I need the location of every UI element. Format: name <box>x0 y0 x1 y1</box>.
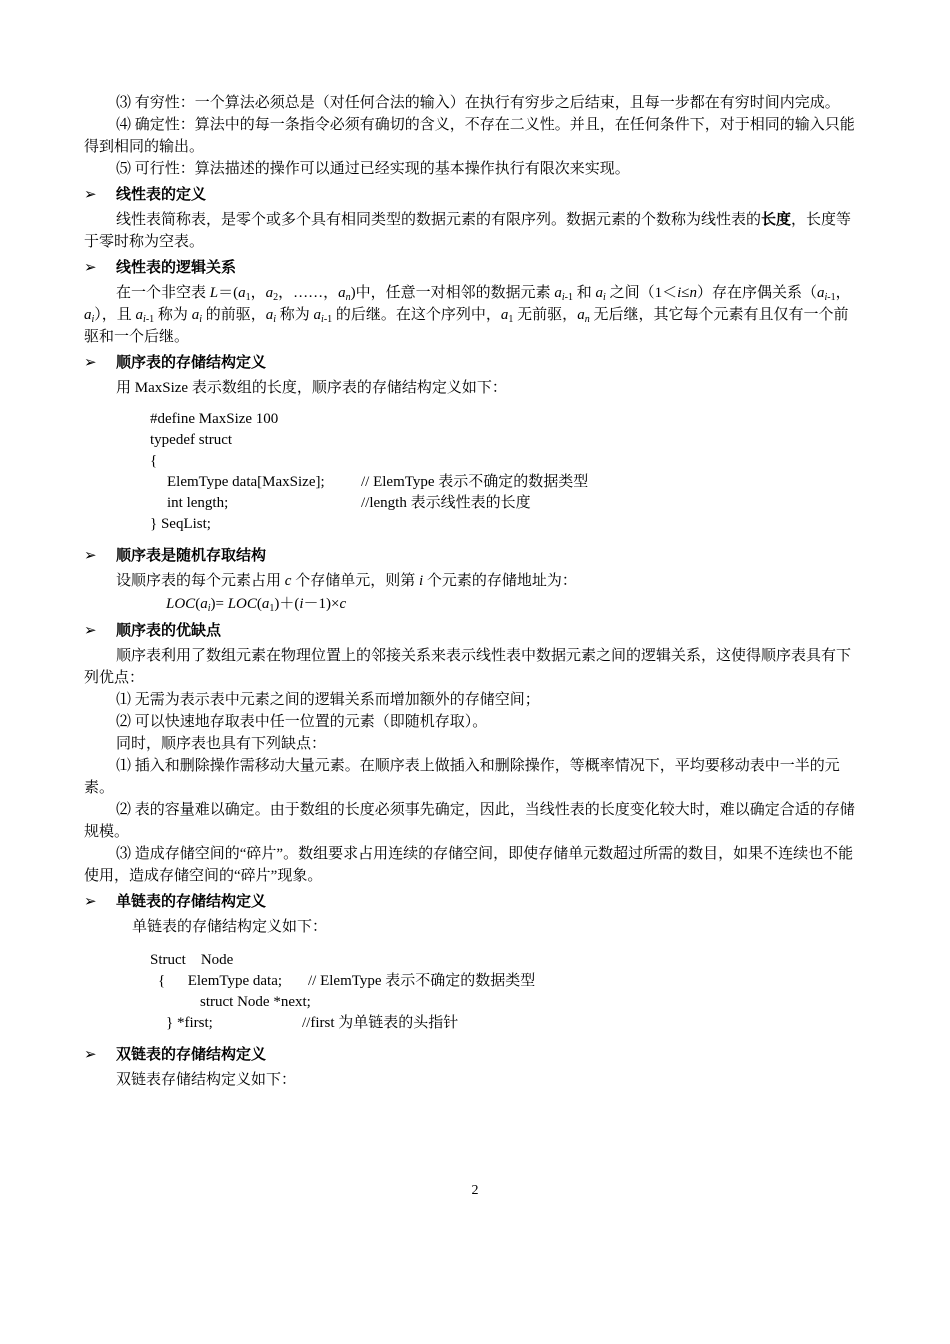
heading-text: 顺序表的优缺点 <box>116 623 222 639</box>
code-line: typedef struct <box>150 432 233 448</box>
seqlist-code-block <box>150 409 858 535</box>
advantage-item: ⑴ 无需为表示表中元素之间的逻辑关系而增加额外的存储空间； <box>116 692 540 708</box>
disadvantage-item: ⑵ 表的容量难以确定。由于数组的长度必须事先确定，因此，当线性表的长度变化较大时，难以确定合适的存储规模。 <box>84 802 855 840</box>
linear-list-definition-text: 线性表简称表，是零个或多个具有相同类型的数据元素的有限序列。数据元素的个数称为线性表的长度，长度等于零时称为空表。 <box>84 212 852 250</box>
heading-text: 顺序表是随机存取结构 <box>116 548 267 564</box>
bullet-arrow-icon: ➢ <box>84 1047 97 1063</box>
double-linked-list-intro: 双链表存储结构定义如下： <box>116 1072 297 1088</box>
finiteness-paragraph: ⑶ 有穷性：一个算法必须总是（对任何合法的输入）在执行有穷步之后结束，且每一步都在有穷时间内完成。 <box>116 95 840 111</box>
code-line: { ElemType data; // ElemType 表示不确定的数据类型 <box>158 973 536 989</box>
feasibility-paragraph: ⑸ 可行性：算法描述的操作可以通过已经实现的基本操作执行有限次来实现。 <box>116 161 630 177</box>
heading-text: 线性表的定义 <box>116 187 207 203</box>
heading-double-linked-list <box>84 1044 858 1066</box>
bullet-arrow-icon: ➢ <box>84 260 97 276</box>
heading-logical-relation <box>84 257 858 279</box>
heading-linked-list-storage <box>84 891 858 913</box>
logical-relation-text: 在一个非空表 $L=(a_1$，$a_2$，……，$a_n$)中，任意一对相邻的数据元素 $a_{i-1}$ 和 $a_i$ 之间（1＜i≤n）存在序偶关系（$a_{i-1}$，$a_i$），且 $a_{i-1}$ 称为 $a_i$ 的前驱，$a_i$ 称为 $a_{i-1}$ 的后继。在这个序列中，$a_1$ 无前驱，$a_n$ 无后继，其它每个元素有且仅有一个前驱和一个后继。 <box>84 285 851 345</box>
seqlist-storage-intro: 用 MaxSize 表示数组的长度，顺序表的存储结构定义如下： <box>116 380 507 396</box>
advantage-item: ⑵ 可以快速地存取表中任一位置的元素（即随机存取）。 <box>116 714 488 730</box>
definiteness-paragraph: ⑷ 确定性：算法中的每一条指令必须有确切的含义，不存在二义性。并且，在任何条件下，对于相同的输入只能得到相同的输出。 <box>84 117 855 155</box>
heading-text: 双链表的存储结构定义 <box>116 1047 267 1063</box>
code-line: Struct Node <box>150 952 234 968</box>
node-code-block <box>150 950 858 1034</box>
heading-random-access <box>84 545 858 567</box>
bullet-arrow-icon: ➢ <box>84 623 97 639</box>
bullet-arrow-icon: ➢ <box>84 894 97 910</box>
random-access-text: 设顺序表的每个元素占用 c 个存储单元，则第 i 个元素的存储地址为： <box>116 573 577 589</box>
heading-text: 顺序表的存储结构定义 <box>116 355 267 371</box>
pros-intro: 顺序表利用了数组元素在物理位置上的邻接关系来表示线性表中数据元素之间的逻辑关系，这使得顺序表具有下列优点： <box>84 648 852 686</box>
bullet-arrow-icon: ➢ <box>84 187 97 203</box>
code-line: } SeqList; <box>150 516 211 532</box>
heading-text: 线性表的逻辑关系 <box>116 260 237 276</box>
code-line: struct Node *next; <box>200 994 311 1010</box>
page-number: 2 <box>471 1183 479 1198</box>
code-line: #define MaxSize 100 <box>150 411 279 427</box>
bullet-arrow-icon: ➢ <box>84 355 97 371</box>
code-line: } *first; //first 为单链表的头指针 <box>166 1015 459 1031</box>
heading-text: 单链表的存储结构定义 <box>116 894 267 910</box>
disadvantage-item: ⑶ 造成存储空间的“碎片”。数组要求占用连续的存储空间，即使存储单元数超过所需的数目，如果不连续也不能使用，造成存储空间的“碎片”现象。 <box>84 846 854 884</box>
heading-pros-cons <box>84 620 858 642</box>
code-line: ElemType data[MaxSize]; // ElemType 表示不确定的数据类型 <box>167 474 589 490</box>
disadvantage-item: ⑴ 插入和删除操作需移动大量元素。在顺序表上做插入和删除操作，等概率情况下，平均要移动表中一半的元素。 <box>84 758 840 796</box>
heading-seqlist-storage <box>84 352 858 374</box>
heading-linear-list-definition <box>84 184 858 206</box>
address-formula: $LOC(a_i)= LOC(a_1)+(i-1)\times c$ <box>166 596 347 614</box>
bullet-arrow-icon: ➢ <box>84 548 97 564</box>
linked-list-intro: 单链表的存储结构定义如下： <box>132 919 328 935</box>
code-line: { <box>150 453 158 469</box>
code-line: int length; //length 表示线性表的长度 <box>167 495 531 511</box>
document-page <box>84 92 858 1091</box>
cons-intro: 同时，顺序表也具有下列缺点： <box>116 736 327 752</box>
